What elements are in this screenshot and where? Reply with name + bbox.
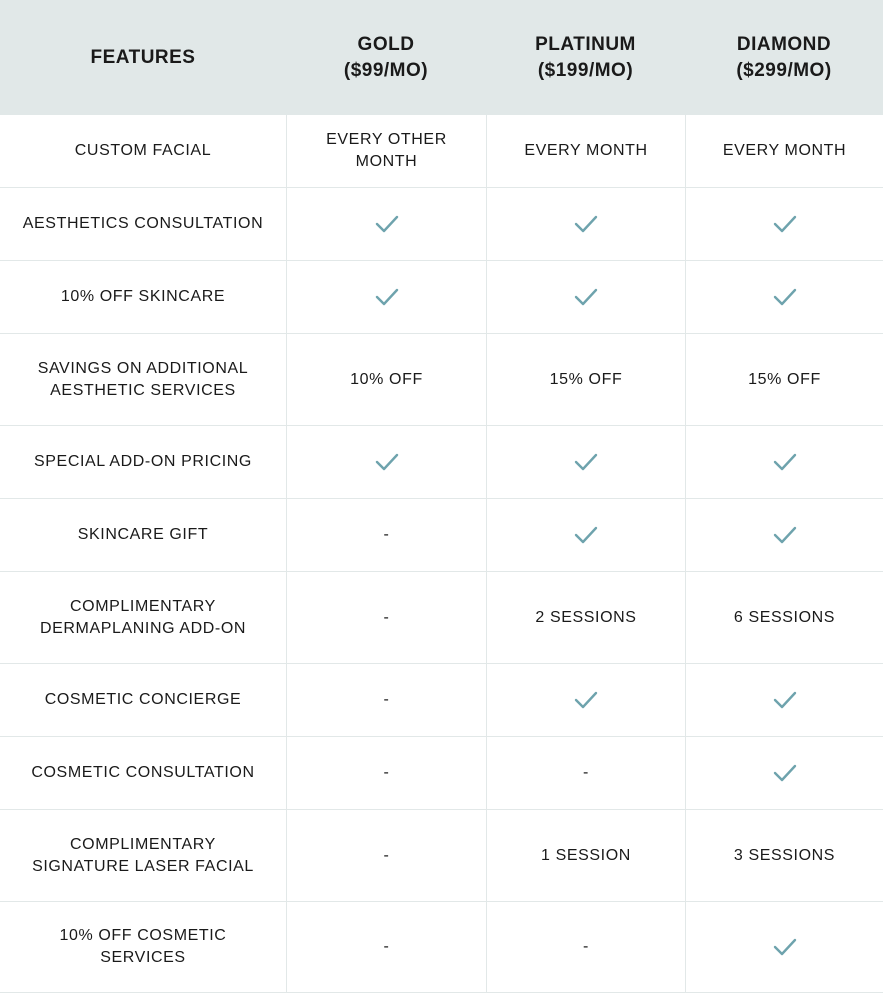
checkmark-icon xyxy=(573,690,599,710)
header-features: FEATURES xyxy=(0,0,286,115)
checkmark-icon xyxy=(374,452,400,472)
gold-included-cell xyxy=(286,261,486,334)
checkmark-icon xyxy=(573,452,599,472)
checkmark-icon xyxy=(374,287,400,307)
diamond-value-cell: 3 SESSIONS xyxy=(685,810,883,902)
checkmark-icon xyxy=(772,690,798,710)
platinum-value-cell: - xyxy=(486,737,685,810)
checkmark-icon xyxy=(573,287,599,307)
feature-label: SPECIAL ADD-ON PRICING xyxy=(0,426,286,499)
platinum-included-cell xyxy=(486,664,685,737)
gold-value-cell: - xyxy=(286,572,486,664)
diamond-included-cell xyxy=(685,499,883,572)
checkmark-icon xyxy=(772,763,798,783)
checkmark-icon xyxy=(772,452,798,472)
feature-label: 10% OFF SKINCARE xyxy=(0,261,286,334)
feature-label: SAVINGS ON ADDITIONAL AESTHETIC SERVICES xyxy=(0,334,286,426)
gold-value-cell: 10% OFF xyxy=(286,334,486,426)
gold-value-cell: - xyxy=(286,902,486,993)
diamond-value-cell: 15% OFF xyxy=(685,334,883,426)
header-diamond: DIAMOND ($299/MO) xyxy=(685,0,883,115)
checkmark-icon xyxy=(573,525,599,545)
diamond-value-cell: 6 SESSIONS xyxy=(685,572,883,664)
gold-value-cell: - xyxy=(286,499,486,572)
header-gold: GOLD ($99/MO) xyxy=(286,0,486,115)
gold-included-cell xyxy=(286,426,486,499)
platinum-value-cell: 1 SESSION xyxy=(486,810,685,902)
feature-label: 10% OFF COSMETIC SERVICES xyxy=(0,902,286,993)
gold-value-cell: EVERY OTHER MONTH xyxy=(286,115,486,188)
gold-value-cell: - xyxy=(286,810,486,902)
diamond-value-cell: EVERY MONTH xyxy=(685,115,883,188)
platinum-included-cell xyxy=(486,426,685,499)
diamond-included-cell xyxy=(685,188,883,261)
platinum-included-cell xyxy=(486,499,685,572)
feature-label: COSMETIC CONSULTATION xyxy=(0,737,286,810)
diamond-included-cell xyxy=(685,902,883,993)
gold-included-cell xyxy=(286,188,486,261)
feature-label: COMPLIMENTARY SIGNATURE LASER FACIAL xyxy=(0,810,286,902)
diamond-included-cell xyxy=(685,737,883,810)
checkmark-icon xyxy=(772,214,798,234)
diamond-included-cell xyxy=(685,261,883,334)
platinum-included-cell xyxy=(486,188,685,261)
checkmark-icon xyxy=(772,287,798,307)
platinum-value-cell: EVERY MONTH xyxy=(486,115,685,188)
checkmark-icon xyxy=(374,214,400,234)
feature-label: CUSTOM FACIAL xyxy=(0,115,286,188)
diamond-included-cell xyxy=(685,664,883,737)
feature-label: AESTHETICS CONSULTATION xyxy=(0,188,286,261)
platinum-included-cell xyxy=(486,261,685,334)
checkmark-icon xyxy=(772,525,798,545)
checkmark-icon xyxy=(772,937,798,957)
diamond-included-cell xyxy=(685,426,883,499)
header-platinum: PLATINUM ($199/MO) xyxy=(486,0,685,115)
platinum-value-cell: 2 SESSIONS xyxy=(486,572,685,664)
gold-value-cell: - xyxy=(286,737,486,810)
feature-label: COSMETIC CONCIERGE xyxy=(0,664,286,737)
platinum-value-cell: 15% OFF xyxy=(486,334,685,426)
platinum-value-cell: - xyxy=(486,902,685,993)
checkmark-icon xyxy=(573,214,599,234)
feature-label: SKINCARE GIFT xyxy=(0,499,286,572)
feature-label: COMPLIMENTARY DERMAPLANING ADD-ON xyxy=(0,572,286,664)
gold-value-cell: - xyxy=(286,664,486,737)
